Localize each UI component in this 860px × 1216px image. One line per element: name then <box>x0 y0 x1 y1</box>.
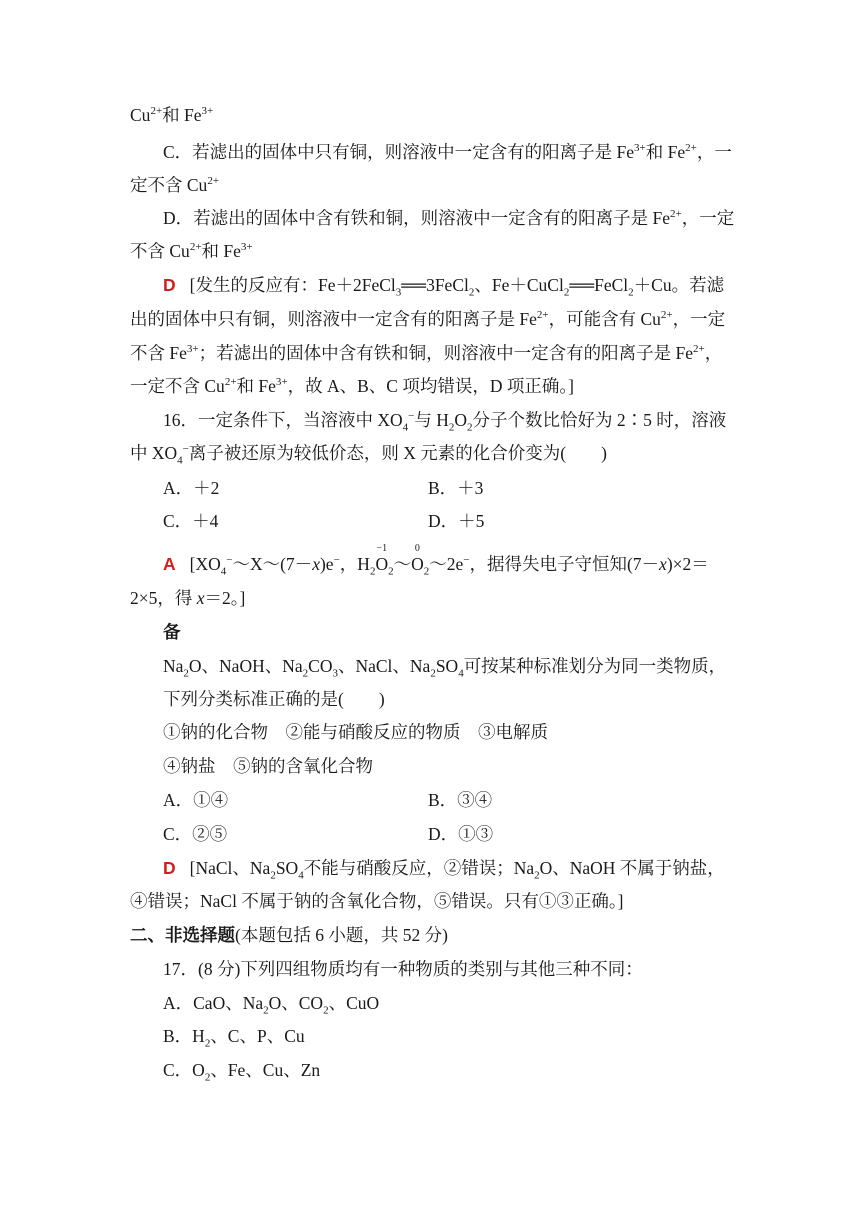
bei-options-cd <box>163 822 763 846</box>
q15-option-d-line1: D．若滤出的固体中含有铁和铜，则溶液中一定含有的阳离子是 $Fe^{2+}$，一定 <box>163 208 735 228</box>
question-16-options-cd <box>163 509 763 533</box>
question-17-option-c: C．$O_2$、Fe、Cu、Zn <box>163 1060 321 1084</box>
answer-letter: D <box>163 858 176 878</box>
section-heading: 二、非选择题(本题包括 6 小题，共 52 分) <box>130 925 448 945</box>
answer-bei-line2: ④错误；NaCl 不属于钠的含氧化合物，⑤错误。只有①③正确。] <box>130 891 624 911</box>
question-17-option-b: B．$H_2$、C、P、Cu <box>163 1026 305 1050</box>
question-17-option-a: A．CaO、$Na_2O$、$CO_2$、CuO <box>163 993 380 1017</box>
question-16-options-ab <box>163 476 763 500</box>
bei-criteria-line1: ①钠的化合物 ②能与硝酸反应的物质 ③电解质 <box>163 722 548 742</box>
answer-15-line4: 一定不含 $Cu^{2+}$和 $Fe^{3+}$，故 A、B、C 项均错误，D 项正确。] <box>130 376 574 396</box>
bei-options-ab <box>163 788 763 812</box>
answer-15-line1: D [发生的反应有：Fe＋2FeCl$_3$══3FeCl$_2$、Fe＋CuCl$_2$══FeCl$_2$＋Cu。若滤 <box>163 275 725 299</box>
answer-16-line1: A [$XO_4^-\sim X\sim(7-x)e^-$，$H_2$ −1 $O_2\sim$ 0 $O_2\sim 2e^-$，据得失电子守恒知(7－x)×2＝ <box>163 543 709 578</box>
answer-letter: D <box>163 275 176 295</box>
answer-15-line2: 出的固体中只有铜，则溶液中一定含有的阳离子是 $Fe^{2+}$，可能含有 $Cu^{2+}$，一定 <box>130 309 726 329</box>
option-d: D．＋5 <box>428 511 485 531</box>
option-c: C．＋4 <box>163 511 219 531</box>
question-17-stem: 17．(8 分)下列四组物质均有一种物质的类别与其他三种不同： <box>163 959 643 979</box>
q15-option-c-line2: 定不含 $Cu^{2+}$ <box>130 175 220 195</box>
q15-option-d-line2: 不含 $Cu^{2+}$和 $Fe^{3+}$ <box>130 241 253 261</box>
option-a: A．①④ <box>163 790 229 810</box>
bei-question-line1: $Na_2O$、NaOH、$Na_2CO_3$、NaCl、$Na_2SO_4$可按某种标准划分为同一类物质， <box>163 656 727 680</box>
q15-option-c-line1: C．若滤出的固体中只有铜，则溶液中一定含有的阳离子是 $Fe^{3+}$和 $Fe^{2+}$，一 <box>163 142 732 162</box>
answer-16-line2: 2×5，得 x＝2。] <box>130 588 246 608</box>
option-c: C．②⑤ <box>163 824 228 844</box>
option-d: D．①③ <box>428 824 494 844</box>
question-16-line2: 中 $XO_4^-$离子被还原为较低价态，则 X 元素的化合价变为( ) <box>130 443 607 467</box>
question-16-line1: 16．一定条件下，当溶液中 $XO_4^-$与 $H_2O_2$分子个数比恰好为 2∶5 时，溶液 <box>163 410 727 434</box>
bei-heading: 备 <box>163 622 181 642</box>
answer-15-line3: 不含 $Fe^{3+}$；若滤出的固体中含有铁和铜，则溶液中一定含有的阳离子是 $Fe^{2+}$， <box>130 343 723 363</box>
answer-letter: A <box>163 554 176 574</box>
bei-question-line2: 下列分类标准正确的是( ) <box>163 689 385 709</box>
bei-criteria-line2: ④钠盐 ⑤钠的含氧化合物 <box>163 756 373 776</box>
option-b: B．③④ <box>428 790 493 810</box>
option-b: B．＋3 <box>428 478 484 498</box>
q15-option-b-tail: $Cu^{2+}$和 $Fe^{3+}$ <box>130 105 214 125</box>
answer-bei-line1: D [NaCl、$Na_2SO_4$不能与硝酸反应，②错误；$Na_2O$、NaOH 不属于钠盐， <box>163 858 725 882</box>
option-a: A．＋2 <box>163 478 220 498</box>
